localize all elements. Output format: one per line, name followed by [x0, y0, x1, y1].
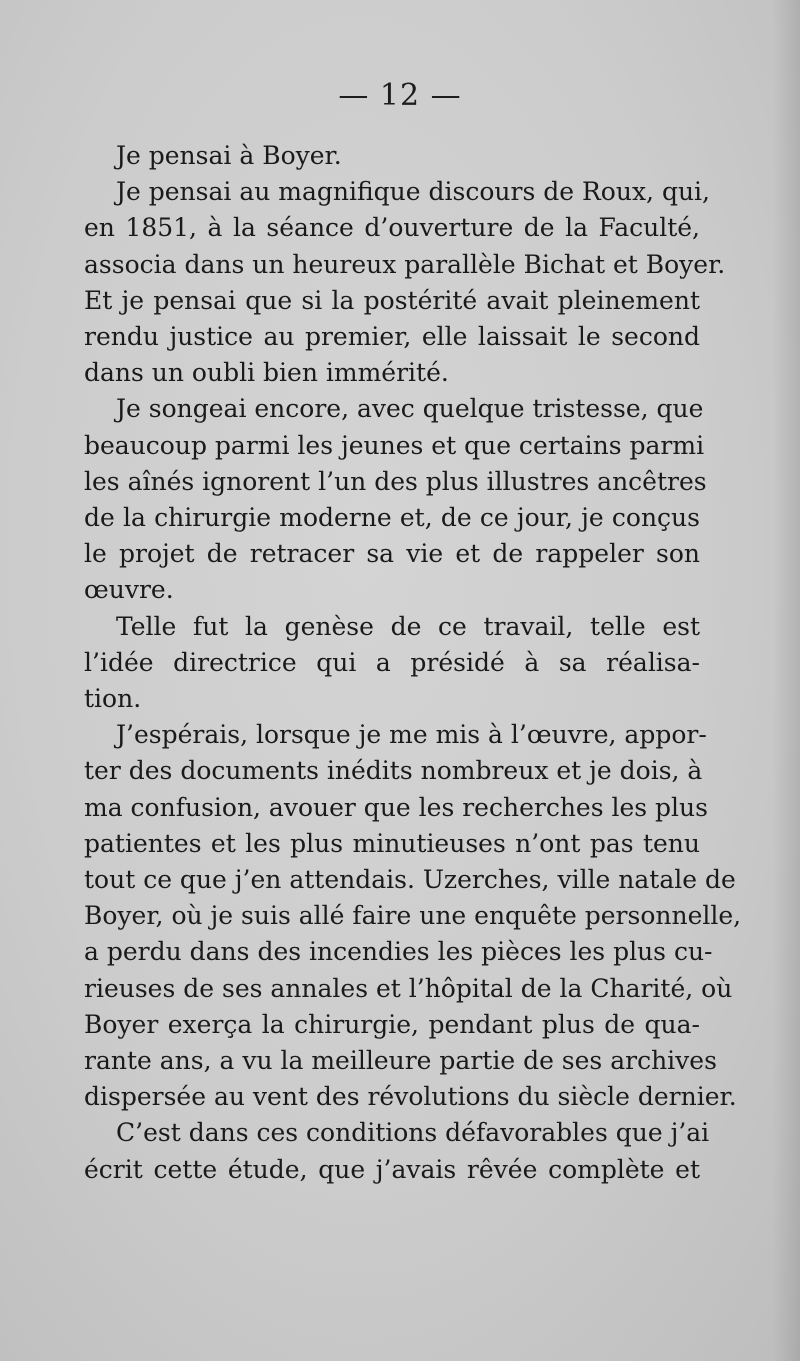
paragraph — [84, 717, 742, 1115]
text-line: Telle fut la genèse de ce travail, telle est — [116, 611, 700, 641]
text-line: beaucoup parmi les jeunes et que certains parmi — [84, 430, 705, 460]
paragraph — [84, 174, 726, 391]
text-line: rante ans, a vu la meilleure partie de ses archives — [84, 1046, 717, 1076]
text-line: Et je pensai que si la postérité avait pleinement — [84, 285, 700, 315]
text-line: dispersée au vent des révolutions du siècle dernier. — [84, 1082, 737, 1112]
text-line: a perdu dans des incendies les pièces les plus cu- — [84, 937, 713, 967]
text-line: écrit cette étude, que j’avais rêvée complète et — [84, 1154, 700, 1184]
text-line: dans un oubli bien immérité. — [84, 358, 449, 388]
text-line: Boyer exerça la chirurgie, pendant plus de qua- — [84, 1009, 700, 1039]
text-line: Boyer, où je suis allé faire une enquête personnelle, — [84, 901, 742, 931]
text-line: tout ce que j’en attendais. Uzerches, ville natale de — [84, 865, 736, 895]
text-line: de la chirurgie moderne et, de ce jour, je conçus — [84, 503, 700, 533]
text-line: J’espérais, lorsque je me mis à l’œuvre, appor- — [116, 720, 707, 750]
paragraph — [84, 138, 700, 174]
text-line: Je pensai au magnifique discours de Roux, qui, — [116, 177, 710, 207]
text-line: œuvre. — [84, 575, 174, 605]
text-line: rendu justice au premier, elle laissait le second — [84, 322, 700, 352]
page-number: — 12 — — [338, 78, 462, 113]
text-line: Je pensai à Boyer. — [116, 141, 342, 170]
text-line: rieuses de ses annales et l’hôpital de la Charité, où — [84, 973, 733, 1003]
text-line: ma confusion, avouer que les recherches les plus — [84, 792, 708, 822]
body-text — [84, 138, 742, 1188]
paragraph — [84, 609, 700, 718]
text-line: l’idée directrice qui a présidé à sa réalisa- — [84, 647, 700, 677]
text-line: patientes et les plus minutieuses n’ont pas tenu — [84, 828, 700, 858]
text-line: Je songeai encore, avec quelque tristesse, que — [116, 394, 704, 424]
text-line: le projet de retracer sa vie et de rappeler son — [84, 539, 700, 569]
text-line: les aînés ignorent l’un des plus illustres ancêtres — [84, 466, 707, 496]
text-line: en 1851, à la séance d’ouverture de la Faculté, — [84, 213, 700, 243]
paragraph — [84, 1115, 710, 1187]
text-line: ter des documents inédits nombreux et je dois, à — [84, 756, 703, 786]
paragraph — [84, 391, 707, 608]
text-line: C’est dans ces conditions défavorables que j’ai — [116, 1118, 710, 1148]
text-line: tion. — [84, 684, 142, 714]
text-line: associa dans un heureux parallèle Bichat et Boyer. — [84, 249, 726, 279]
